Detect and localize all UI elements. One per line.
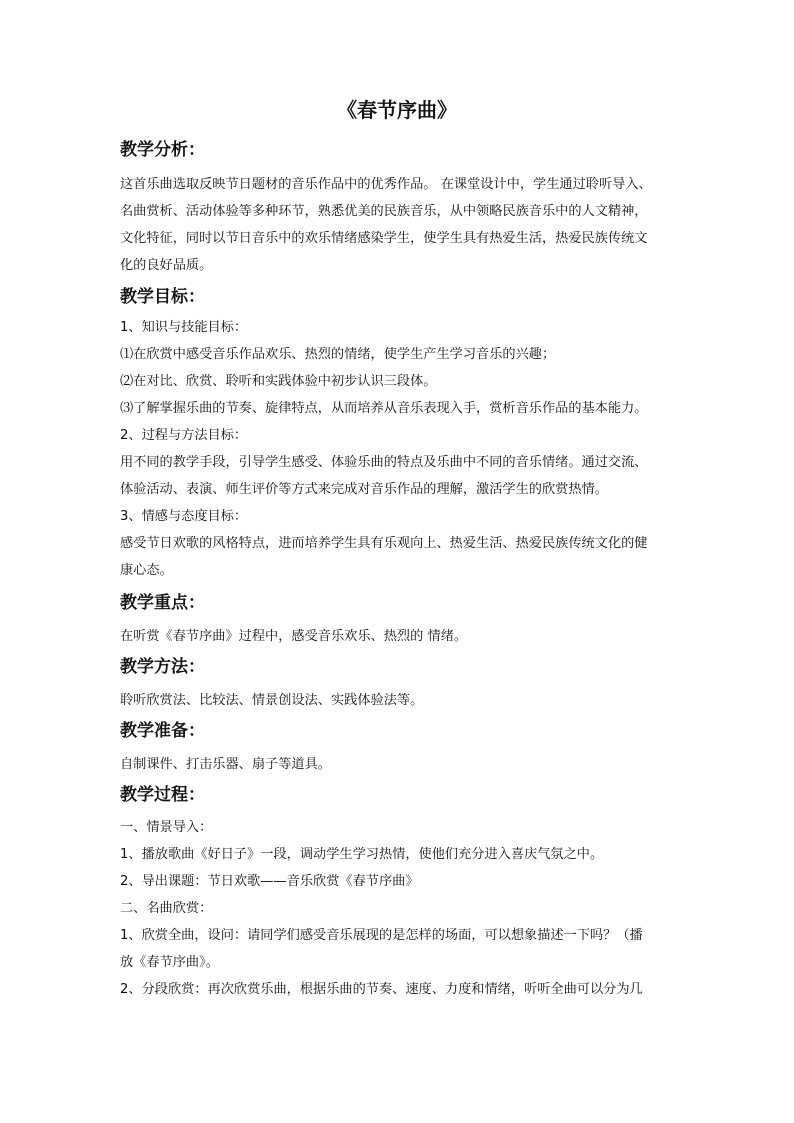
focus-line-1: 在听赏《春节序曲》过程中，感受音乐欢乐、热烈的 情绪。	[120, 629, 468, 644]
goals-line-4: ⑶了解掌握乐曲的节奏、旋律特点，从而培养从音乐表现入手，赏析音乐作品的基本能力。	[120, 401, 648, 416]
goals-line-1: 1、知识与技能目标：	[120, 320, 248, 335]
goals-line-6: 用不同的教学手段，引导学生感受、体验乐曲的特点及乐曲中不同的音乐情绪。通过交流、	[120, 455, 648, 470]
process-line-6: 放《春节序曲》。	[120, 955, 219, 970]
process-line-1: 一、情景导入：	[120, 820, 213, 835]
heading-preparation: 教学准备：	[120, 721, 205, 741]
goals-line-3: ⑵在对比、欣赏、聆听和实践体验中初步认识三段体。	[120, 374, 437, 389]
goals-line-7: 体验活动、表演、师生评价等方式来完成对音乐作品的理解，激活学生的欣赏热情。	[120, 482, 608, 497]
heading-analysis: 教学分析：	[120, 140, 205, 160]
goals-line-9: 感受节日欢歌的风格特点，进而培养学生具有乐观向上、热爱生活、热爱民族传统文化的健	[120, 536, 648, 551]
heading-goals: 教学目标：	[120, 287, 205, 307]
goals-line-5: 2、过程与方法目标：	[120, 428, 248, 443]
analysis-line-1: 这首乐曲选取反映节日题材的音乐作品中的优秀作品。 在课堂设计中，学生通过聆听导入、	[120, 177, 652, 192]
heading-focus: 教学重点：	[120, 593, 205, 613]
heading-process: 教学过程：	[120, 785, 205, 805]
analysis-line-2: 名曲赏析、活动体验等多种环节，熟悉优美的民族音乐，从中领略民族音乐中的人文精神，	[120, 204, 648, 219]
process-line-3: 2、导出课题：节日欢歌——音乐欣赏《春节序曲》	[120, 874, 419, 889]
methods-line-1: 聆听欣赏法、比较法、情景创设法、实践体验法等。	[120, 693, 424, 708]
goals-line-10: 康心态。	[120, 563, 173, 578]
analysis-line-3: 文化特征，同时以节日音乐中的欢乐情绪感染学生，使学生具有热爱生活，热爱民族传统文	[120, 231, 648, 246]
goals-line-2: ⑴在欣赏中感受音乐作品欢乐、热烈的情绪，使学生产生学习音乐的兴趣；	[120, 347, 556, 362]
process-line-5: 1、欣赏全曲，设问：请同学们感受音乐展现的是怎样的场面，可以想象描述一下吗？（播	[120, 928, 643, 943]
process-line-2: 1、播放歌曲《好日子》一段，调动学生学习热情，使他们充分进入喜庆气氛之中。	[120, 847, 604, 862]
process-line-4: 二、名曲欣赏：	[120, 901, 213, 916]
heading-methods: 教学方法：	[120, 657, 205, 677]
process-line-7: 2、分段欣赏：再次欣赏乐曲，根据乐曲的节奏、速度、力度和情绪，听听全曲可以分为几	[120, 982, 643, 997]
goals-line-8: 3、情感与态度目标：	[120, 509, 248, 524]
analysis-line-4: 化的良好品质。	[120, 258, 213, 273]
preparation-line-1: 自制课件、打击乐器、扇子等道具。	[120, 757, 331, 772]
document-title: 《春节序曲》	[337, 98, 457, 122]
